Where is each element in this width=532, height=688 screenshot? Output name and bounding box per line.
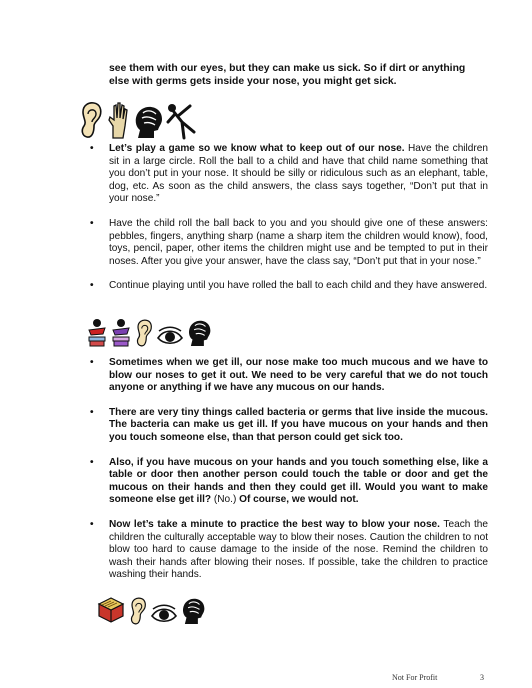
bullet-marker: •	[90, 217, 94, 229]
icon-row-2	[86, 318, 212, 348]
list-item	[90, 280, 488, 293]
page-number: 3	[480, 673, 484, 682]
ear-icon	[78, 100, 104, 140]
intro-paragraph: see them with our eyes, but they can make us sick. So if dirt or anything else with germs gets inside your nose, you might get sick.	[109, 63, 466, 88]
bullet-marker: •	[90, 357, 94, 368]
stretching-figure-icon	[166, 102, 196, 140]
list-item	[90, 407, 488, 445]
bullet-bold-text: Sometimes when we get ill, our nose make too much mucous and we have to blow our noses to get it out. We need to be very careful that we do not touch anyone or anything if we have any mucous on our hands.	[109, 357, 488, 394]
bullet-marker: •	[90, 280, 94, 292]
book-icon	[96, 596, 126, 626]
bullet-marker: •	[90, 456, 94, 468]
bullet-list-mucous	[90, 357, 488, 582]
eye-icon	[156, 326, 184, 348]
brain-head-icon	[186, 318, 212, 348]
bullet-bold-text: Also, if you have mucous on your hands and you touch something else, like a table or door then another person could touch the table or door and get the mucous on their hands and then they could get ill. Would you want to make someone else get ill?	[109, 456, 488, 506]
bullet-bold-text: Let’s play a game so we know what to keep out of our nose.	[109, 143, 405, 154]
bullet-marker: •	[90, 143, 94, 154]
list-item	[90, 519, 488, 582]
ear-icon	[128, 596, 148, 626]
bullet-marker: •	[90, 406, 94, 418]
bullet-bold-text-end: Of course, we would not.	[239, 494, 359, 506]
bullet-marker: •	[90, 518, 94, 530]
hand-icon	[106, 100, 130, 140]
list-item	[90, 357, 488, 395]
bullet-text: Teach the children the culturally acceptable way to blow their noses. Caution the children to not blow too hard to cause damage to the inside of the nose. Remind the children to wash their hands after blowing their noses. If possible, take the children to practice washing their hands.	[109, 518, 488, 581]
bullet-bold-text: Now let’s take a minute to practice the best way to blow your nose.	[109, 518, 440, 530]
bullet-bold-text: There are very tiny things called bacteria or germs that live inside the mucous. The bacteria can make us get ill. If you have mucous on your hands and then you touch someone else, than that person could get sick too.	[109, 406, 488, 443]
list-item	[90, 218, 488, 268]
bullet-list-game	[90, 143, 488, 293]
icon-row-1	[78, 100, 196, 140]
bullet-text: Have the child roll the ball back to you and you should give one of these answers: pebbles, fingers, anything sharp (name a sharp item the children would know), food, toys, pencil, paper, other items the children might use and be tempted to put in their noses. After you give your answer, have the class say, “Don’t put that in your nose.”	[109, 217, 488, 267]
icon-row-3	[96, 596, 206, 626]
brain-head-icon	[132, 104, 164, 140]
bullet-text: Have the children sit in a large circle. Roll the ball to a child and have that child name something that you don’t put in your nose. It should be silly or ridiculous such as an elephant, table, dog, etc. As soon as the child answers, the class says together, “Don’t put that in your nose.”	[109, 143, 488, 205]
list-item	[90, 143, 488, 206]
bullet-text: Continue playing until you have rolled the ball to each child and they have answered.	[109, 280, 488, 292]
bullet-text: (No.)	[211, 494, 240, 506]
brain-head-icon	[180, 596, 206, 626]
girl-on-books-icon	[86, 318, 108, 348]
footer-label: Not For Profit	[392, 673, 438, 682]
ear-icon	[134, 318, 154, 348]
eye-icon	[150, 604, 178, 626]
list-item	[90, 457, 488, 507]
girl-on-books-icon	[110, 318, 132, 348]
